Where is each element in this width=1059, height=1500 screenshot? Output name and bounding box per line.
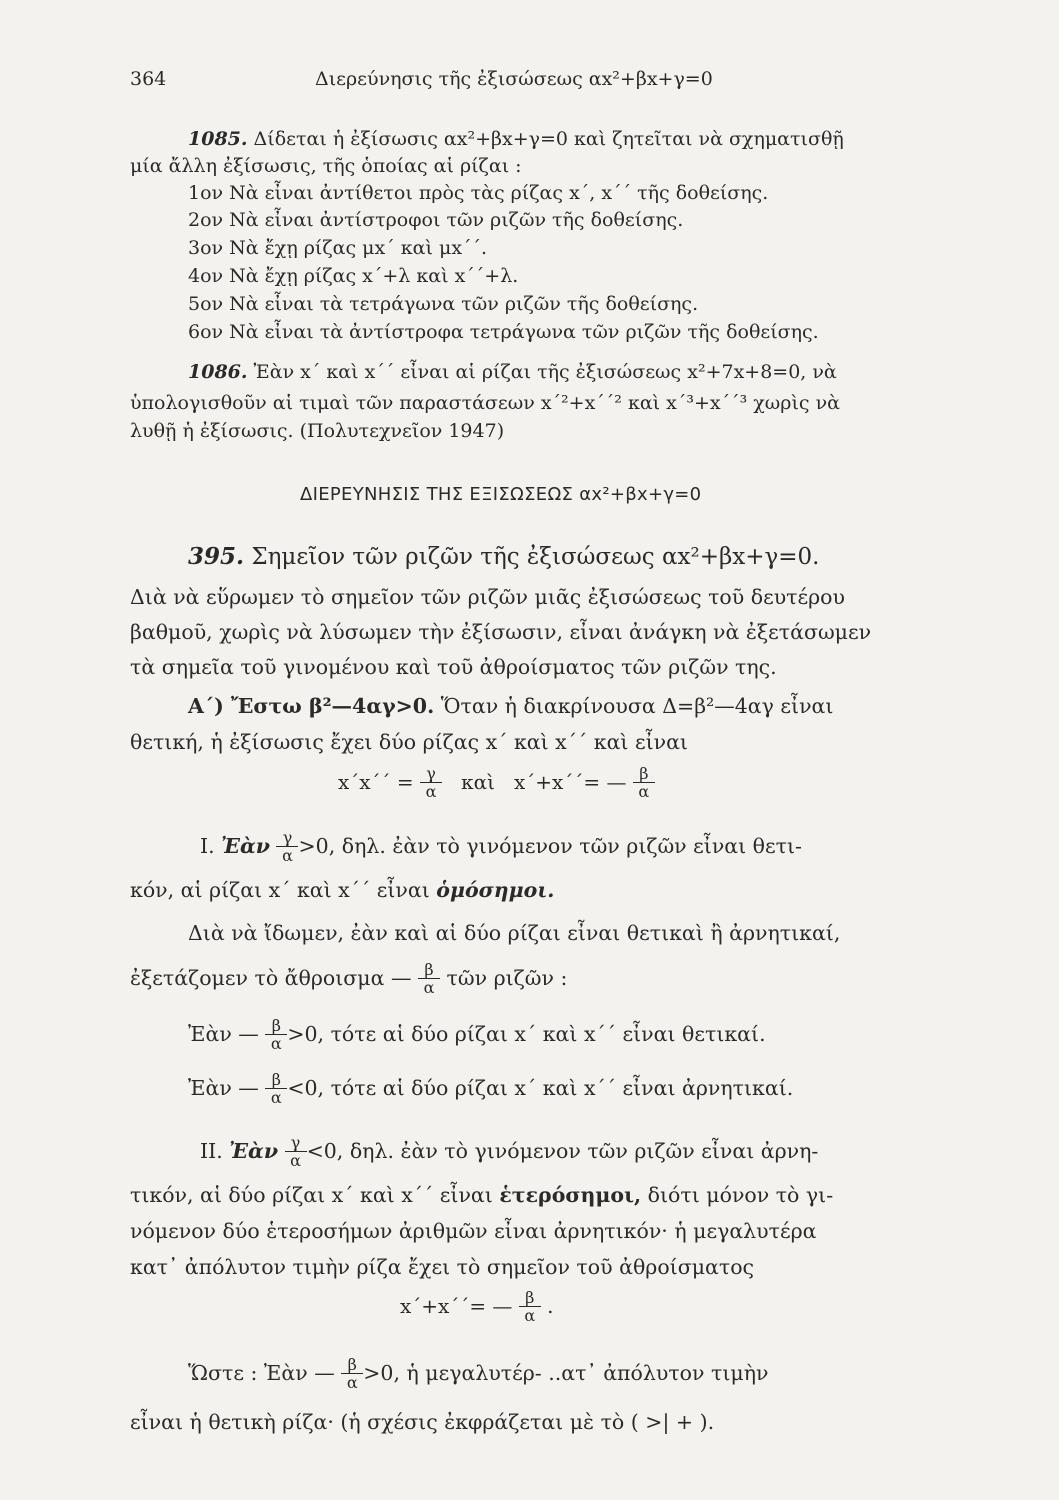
section-heading: ΔΙΕΡΕΥΝΗΣΙΣ ΤΗΣ ΕΞΙΣΩΣΕΩΣ αx²+βx+γ=0 — [300, 484, 702, 505]
condition-positive: Ἐὰν — $\frac{\beta}{\alpha}$ >0, τότε αἱ δύο ρίζαι x΄ καὶ x΄΄ εἶναι θετικαί. — [188, 1016, 766, 1053]
case-a-label: Α΄) Ἔστω β²—4αγ>0. — [188, 694, 435, 718]
final-line2: εἶναι ἡ θετικὴ ρίζα· (ἡ σχέσις ἐκφράζεται μὲ τὸ ( >| + ). — [130, 1410, 715, 1434]
exercise-1086-line1: 1086. Ἐὰν x΄ καὶ x΄΄ εἶναι αἱ ρίζαι τῆς ἐξισώσεως x²+7x+8=0, νὰ — [188, 361, 837, 383]
list-item: 3ον Νὰ ἔχῃ ρίζας μx΄ καὶ μx΄΄. — [188, 237, 488, 259]
case-a-line1: Α΄) Ἔστω β²—4αγ>0. Ὅταν ἡ διακρίνουσα Δ=β²—4αγ εἶναι — [188, 694, 834, 718]
term-homosimoi: ὁμόσημοι. — [436, 878, 555, 902]
paragraph-line: ἐξετάζομεν τὸ ἄθροισμα — $\frac{\beta}{\alpha}$ τῶν ριζῶν : — [130, 960, 568, 997]
list-item: 6ον Νὰ εἶναι τὰ ἀντίστροφα τετράγωνα τῶν ριζῶν τῆς δοθείσης. — [188, 321, 819, 343]
condition-negative: Ἐὰν — $\frac{\beta}{\alpha}$ <0, τότε αἱ δύο ρίζαι x΄ καὶ x΄΄ εἶναι ἀρνητικαί. — [188, 1070, 794, 1107]
exercise-1086-line2: ὑπολογισθοῦν αἱ τιμαὶ τῶν παραστάσεων x΄²+x΄΄² καὶ x΄³+x΄΄³ χωρὶς νὰ — [130, 392, 840, 414]
case-ii-line1: ΙΙ. Ἐὰν $\frac{\gamma}{\alpha}$ <0, δηλ. ἐὰν τὸ γινόμενον τῶν ριζῶν εἶναι ἀρνη- — [200, 1133, 819, 1170]
exercise-number: 1085. — [188, 128, 248, 150]
exercise-1086-line3: λυθῇ ἡ ἐξίσωσις. (Πολυτεχνεῖον 1947) — [130, 420, 505, 442]
section-number: 395. — [188, 543, 245, 570]
paragraph-line: Διὰ νὰ ἴδωμεν, ἐὰν καὶ αἱ δύο ρίζαι εἶναι θετικαὶ ἢ ἀρνητικαί, — [188, 921, 841, 945]
formula-sum: x΄+x΄΄= — $\frac{\beta}{\alpha}$ . — [400, 1288, 554, 1325]
list-item: 2ον Νὰ εἶναι ἀντίστροφοι τῶν ριζῶν τῆς δοθείσης. — [188, 209, 684, 231]
page-number: 364 — [130, 68, 167, 90]
exercise-1085-line1: 1085. Δίδεται ἡ ἐξίσωσις αx²+βx+γ=0 καὶ ζητεῖται νὰ σχηματισθῇ — [188, 128, 844, 150]
case-a-line2: θετική, ἡ ἐξίσωσις ἔχει δύο ρίζας x΄ καὶ x΄΄ καὶ εἶναι — [130, 730, 688, 754]
paragraph-line: βαθμοῦ, χωρὶς νὰ λύσωμεν τὴν ἐξίσωσιν, εἶναι ἀνάγκη νὰ ἐξετάσωμεν — [130, 620, 872, 644]
list-item: 1ον Νὰ εἶναι ἀντίθετοι πρὸς τὰς ρίζας x΄, x΄΄ τῆς δοθείσης. — [188, 182, 769, 204]
exercise-1085-line2: μία ἄλλη ἐξίσωσις, τῆς ὁποίας αἱ ρίζαι : — [130, 155, 522, 177]
case-i-line1: Ι. Ἐὰν $\frac{\gamma}{\alpha}$ >0, δηλ. ἐὰν τὸ γινόμενον τῶν ριζῶν εἶναι θετι- — [200, 828, 802, 865]
paragraph-line: κατ᾿ ἀπόλυτον τιμὴν ρίζα ἔχει τὸ σημεῖον τοῦ ἀθροίσματος — [130, 1255, 755, 1279]
final-line1: Ὥστε : Ἐὰν — $\frac{\beta}{\alpha}$ >0, ἡ μεγαλυτέρ‑ ..ατ᾿ ἀπόλυτον τιμὴν — [188, 1355, 769, 1392]
formula-product-sum: x΄x΄΄ = $\frac{\gamma}{\alpha}$ καὶ x΄+x΄΄= — $\frac{\beta}{\alpha}$ — [338, 766, 655, 801]
section-title: 395. Σημεῖον τῶν ριζῶν τῆς ἐξισώσεως αx²+βx+γ=0. — [188, 543, 820, 570]
case-i-line2: κόν, αἱ ρίζαι x΄ καὶ x΄΄ εἶναι ὁμόσημοι. — [130, 878, 555, 902]
case-ii-line2: τικόν, αἱ δύο ρίζαι x΄ καὶ x΄΄ εἶναι ἑτερόσημοι, διότι μόνον τὸ γι- — [130, 1183, 834, 1207]
running-title: Διερεύνησις τῆς ἐξισώσεως αx²+βx+γ=0 — [315, 68, 713, 90]
paragraph-line: Διὰ νὰ εὕρωμεν τὸ σημεῖον τῶν ριζῶν μιᾶς ἐξισώσεως τοῦ δευτέρου — [130, 585, 845, 609]
paragraph-line: νόμενον δύο ἑτεροσήμων ἀριθμῶν εἶναι ἀρνητικόν· ἡ μεγαλυτέρα — [130, 1219, 817, 1243]
paragraph-line: τὰ σημεῖα τοῦ γινομένου καὶ τοῦ ἀθροίσματος τῶν ριζῶν της. — [130, 655, 777, 679]
exercise-number: 1086. — [188, 361, 248, 383]
list-item: 4ον Νὰ ἔχῃ ρίζας x΄+λ καὶ x΄΄+λ. — [188, 265, 519, 287]
list-item: 5ον Νὰ εἶναι τὰ τετράγωνα τῶν ριζῶν τῆς δοθείσης. — [188, 293, 699, 315]
term-heterosimoi: ἑτερόσημοι, — [499, 1183, 642, 1207]
